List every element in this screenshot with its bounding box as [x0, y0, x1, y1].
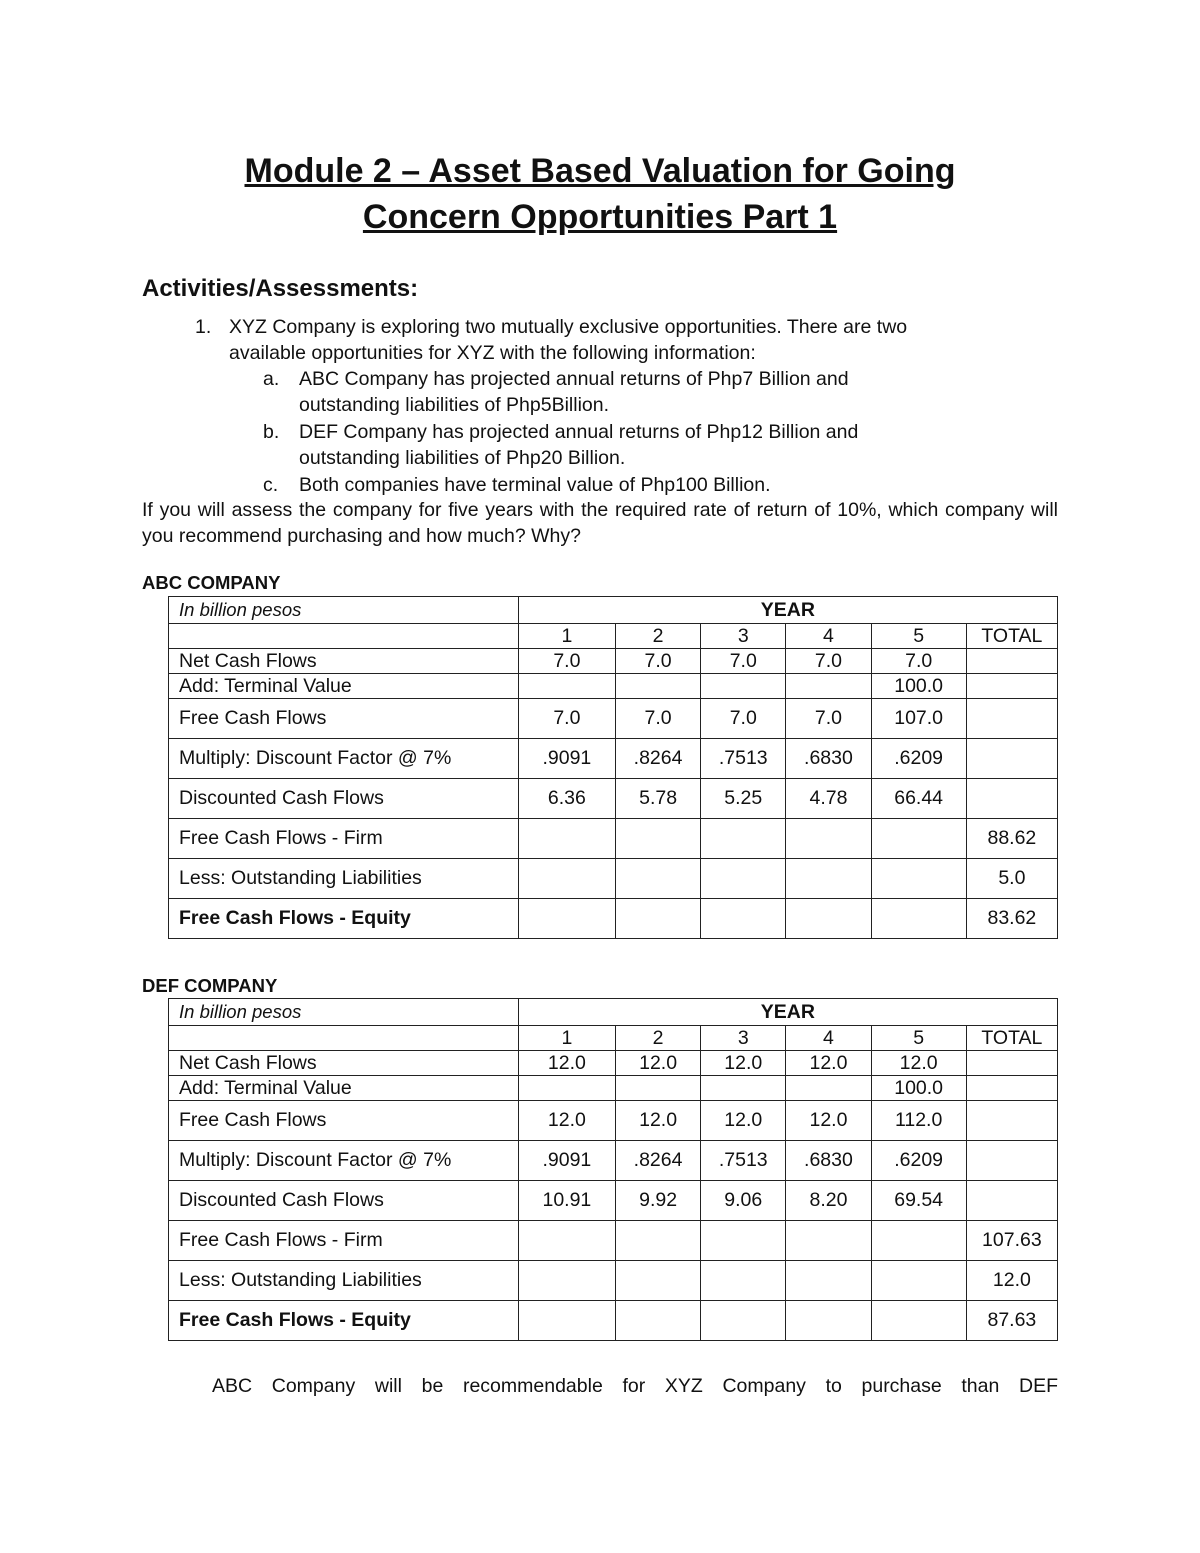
table-cell [518, 1076, 615, 1101]
table-cell [786, 1076, 871, 1101]
table-cell [518, 859, 615, 899]
table-cell: .8264 [615, 1141, 700, 1181]
table-cell: 112.0 [871, 1101, 966, 1141]
table-header-row [169, 999, 1058, 1026]
year-column-4: 4 [786, 624, 871, 649]
table-cell [966, 1101, 1057, 1141]
year-column-3: 3 [701, 624, 786, 649]
table-row [169, 1076, 1058, 1101]
table-cell [615, 1261, 700, 1301]
table-row [169, 859, 1058, 899]
table-cell [518, 819, 615, 859]
table-cell [871, 819, 966, 859]
year-columns-row [169, 624, 1058, 649]
sub-item-letter: b. [263, 421, 280, 443]
table-cell [786, 819, 871, 859]
table-cell [615, 1221, 700, 1261]
table-cell [786, 674, 871, 699]
table-cell: .7513 [701, 1141, 786, 1181]
table-row [169, 649, 1058, 674]
table-cell: 12.0 [701, 1101, 786, 1141]
row-label: Free Cash Flows [169, 1101, 519, 1141]
row-label: Free Cash Flows - Equity [169, 1301, 519, 1341]
table-cell [615, 1076, 700, 1101]
row-label: Less: Outstanding Liabilities [169, 859, 519, 899]
table-cell: 12.0 [701, 1051, 786, 1076]
table-row [169, 699, 1058, 739]
table-cell: 83.62 [966, 899, 1057, 939]
table-cell [966, 1181, 1057, 1221]
table-cell: 100.0 [871, 1076, 966, 1101]
table-cell [966, 674, 1057, 699]
table-cell: 100.0 [871, 674, 966, 699]
table-cell: 12.0 [615, 1101, 700, 1141]
table-cell: 9.06 [701, 1181, 786, 1221]
table-cell [615, 899, 700, 939]
table-cell [518, 1221, 615, 1261]
conclusion-text: ABC Company will be recommendable for XYZ Company to purchase than DEF [212, 1375, 1058, 1397]
year-column-1: 1 [518, 624, 615, 649]
year-header: YEAR [518, 999, 1057, 1026]
def-cash-flow-table [168, 998, 1058, 1341]
table-row [169, 779, 1058, 819]
table-cell [701, 859, 786, 899]
table-cell [518, 899, 615, 939]
sub-item-letter: a. [263, 368, 280, 390]
table-cell [871, 1261, 966, 1301]
table-cell: .6830 [786, 1141, 871, 1181]
row-label: Free Cash Flows - Firm [169, 819, 519, 859]
table-cell: 7.0 [786, 699, 871, 739]
table-row [169, 1301, 1058, 1341]
table-cell: 7.0 [615, 699, 700, 739]
row-label: Discounted Cash Flows [169, 1181, 519, 1221]
abc-cash-flow-table [168, 596, 1058, 939]
table-cell [615, 674, 700, 699]
sub-item-text: Both companies have terminal value of Php100 Billion. [299, 474, 771, 496]
table-cell [518, 1301, 615, 1341]
table-cell [701, 899, 786, 939]
table-cell: 7.0 [786, 649, 871, 674]
table-cell: .9091 [518, 739, 615, 779]
table-cell: 12.0 [966, 1261, 1057, 1301]
row-label: Discounted Cash Flows [169, 779, 519, 819]
table-cell [701, 1261, 786, 1301]
year-column-5: 5 [871, 624, 966, 649]
table-row [169, 1101, 1058, 1141]
section-heading: Activities/Assessments: [142, 275, 419, 302]
table-cell: 66.44 [871, 779, 966, 819]
table-cell [786, 1301, 871, 1341]
table-cell: 87.63 [966, 1301, 1057, 1341]
title-line-2: Concern Opportunities Part 1 [362, 198, 838, 236]
table-cell: .9091 [518, 1141, 615, 1181]
table-cell: 7.0 [701, 649, 786, 674]
table-cell: 7.0 [518, 699, 615, 739]
year-column-1: 1 [518, 1026, 615, 1051]
row-label: Multiply: Discount Factor @ 7% [169, 739, 519, 779]
abc-company-label: ABC COMPANY [142, 572, 281, 593]
table-cell: 12.0 [518, 1051, 615, 1076]
table-cell [786, 1221, 871, 1261]
year-column-2: 2 [615, 1026, 700, 1051]
year-column-5: 5 [871, 1026, 966, 1051]
total-column: TOTAL [966, 624, 1057, 649]
table-cell [966, 1051, 1057, 1076]
table-cell [966, 699, 1057, 739]
table-cell: 12.0 [786, 1101, 871, 1141]
table-cell: 107.0 [871, 699, 966, 739]
table-cell: 8.20 [786, 1181, 871, 1221]
table-cell: 12.0 [518, 1101, 615, 1141]
table-cell: 10.91 [518, 1181, 615, 1221]
table-header-row [169, 597, 1058, 624]
table-row [169, 1221, 1058, 1261]
table-cell [518, 674, 615, 699]
table-cell: 5.78 [615, 779, 700, 819]
table-row [169, 1181, 1058, 1221]
list-item-number: 1. [195, 316, 212, 338]
row-label: Net Cash Flows [169, 649, 519, 674]
table-cell [786, 1261, 871, 1301]
def-company-label: DEF COMPANY [142, 975, 278, 996]
table-cell: 9.92 [615, 1181, 700, 1221]
table-cell [966, 649, 1057, 674]
year-column-4: 4 [786, 1026, 871, 1051]
table-cell [871, 1301, 966, 1341]
list-item-text: XYZ Company is exploring two mutually exclusive opportunities. There are two available opportunities for XYZ with the following information: [229, 316, 908, 364]
year-columns-row [169, 1026, 1058, 1051]
year-column-3: 3 [701, 1026, 786, 1051]
sub-item-text: DEF Company has projected annual returns of Php12 Billion and outstanding liabilities of Php20 Billion. [299, 421, 859, 469]
table-row [169, 819, 1058, 859]
table-cell [871, 859, 966, 899]
row-label: Add: Terminal Value [169, 1076, 519, 1101]
table-cell: .6209 [871, 739, 966, 779]
table-cell [701, 1221, 786, 1261]
row-label: Multiply: Discount Factor @ 7% [169, 1141, 519, 1181]
table-cell [615, 1301, 700, 1341]
table-cell [615, 859, 700, 899]
table-cell: 69.54 [871, 1181, 966, 1221]
table-cell [786, 899, 871, 939]
year-column-2: 2 [615, 624, 700, 649]
table-cell [966, 1141, 1057, 1181]
row-label: Net Cash Flows [169, 1051, 519, 1076]
table-cell: 107.63 [966, 1221, 1057, 1261]
table-row [169, 1141, 1058, 1181]
table-row [169, 674, 1058, 699]
table-cell: 7.0 [871, 649, 966, 674]
table-cell: 7.0 [518, 649, 615, 674]
row-label: Add: Terminal Value [169, 674, 519, 699]
table-cell [615, 819, 700, 859]
table-cell: 12.0 [786, 1051, 871, 1076]
table-cell [701, 819, 786, 859]
table-cell: .8264 [615, 739, 700, 779]
table-cell: .7513 [701, 739, 786, 779]
row-label: Free Cash Flows - Equity [169, 899, 519, 939]
table-cell [786, 859, 871, 899]
table-cell: 7.0 [701, 699, 786, 739]
table-cell [871, 899, 966, 939]
table-cell: 4.78 [786, 779, 871, 819]
table-row [169, 899, 1058, 939]
table-cell [966, 779, 1057, 819]
table-cell: 12.0 [615, 1051, 700, 1076]
table-cell: 5.0 [966, 859, 1057, 899]
table-cell: 5.25 [701, 779, 786, 819]
table-cell: 12.0 [871, 1051, 966, 1076]
row-label: Free Cash Flows - Firm [169, 1221, 519, 1261]
table-cell: .6209 [871, 1141, 966, 1181]
title-line-1: Module 2 – Asset Based Valuation for Going [244, 152, 956, 190]
table-cell: .6830 [786, 739, 871, 779]
table-cell [701, 1076, 786, 1101]
document-title [0, 148, 1200, 240]
table-cell: 7.0 [615, 649, 700, 674]
table-row [169, 1051, 1058, 1076]
table-row [169, 1261, 1058, 1301]
question-text: If you will assess the company for five years with the required rate of return of 10%, which company will you recommend purchasing and how much? Why? [142, 499, 1058, 547]
table-cell [966, 1076, 1057, 1101]
table-cell [518, 1261, 615, 1301]
units-cell: In billion pesos [169, 597, 519, 624]
table-cell: 6.36 [518, 779, 615, 819]
table-cell [701, 674, 786, 699]
row-label: Free Cash Flows [169, 699, 519, 739]
table-cell [871, 1221, 966, 1261]
units-cell: In billion pesos [169, 999, 519, 1026]
row-label: Less: Outstanding Liabilities [169, 1261, 519, 1301]
year-header: YEAR [518, 597, 1057, 624]
sub-item-letter: c. [263, 474, 279, 496]
sub-item-text: ABC Company has projected annual returns of Php7 Billion and outstanding liabilities of Php5Billion. [299, 368, 849, 416]
table-cell [701, 1301, 786, 1341]
table-cell [966, 739, 1057, 779]
table-cell: 88.62 [966, 819, 1057, 859]
total-column: TOTAL [966, 1026, 1057, 1051]
table-row [169, 739, 1058, 779]
